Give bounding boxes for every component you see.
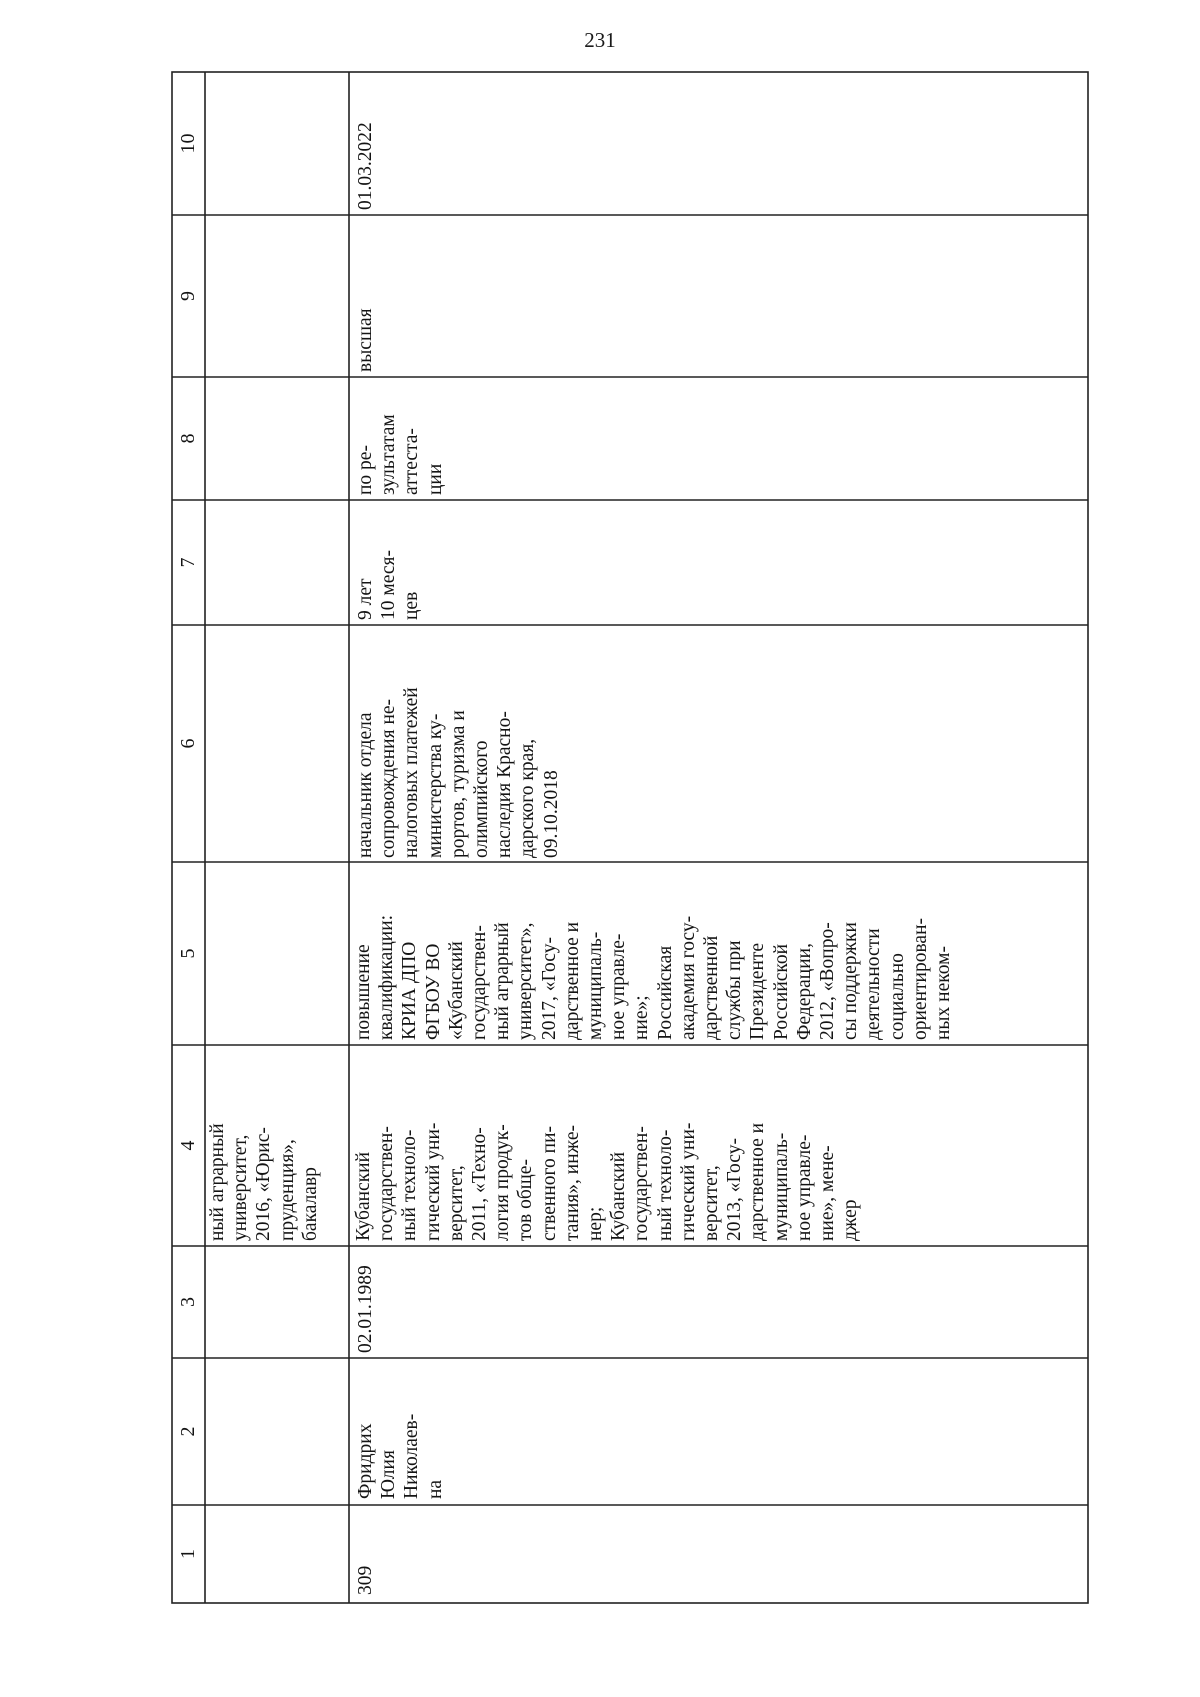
text-line: дарского края, [517, 738, 539, 858]
text-line: 2017, «Госу- [538, 937, 560, 1040]
date-cell [354, 72, 377, 210]
text-line: дарственной [701, 935, 723, 1040]
text-line: 2016, «Юрис- [253, 1127, 275, 1241]
continuation-education-cell [206, 1045, 349, 1241]
text-line: тания», инже- [561, 1125, 583, 1241]
text-line: 09.10.2018 [540, 770, 562, 858]
text-line: зультатам [378, 414, 400, 495]
page-number: 231 [584, 28, 616, 52]
education-cell [352, 1045, 1086, 1241]
text-line: ориентирован- [909, 917, 931, 1040]
text-line: Российской [770, 943, 792, 1040]
text-line: ное управле- [608, 933, 630, 1040]
col-number-2: 2 [177, 1426, 199, 1437]
text-line: тов обще- [515, 1159, 537, 1241]
text-line: бакалавр [299, 1167, 321, 1241]
text-line: Николаев- [401, 1413, 423, 1499]
text-line: дарственное и [747, 1122, 769, 1241]
text-line: цев [401, 591, 423, 620]
text-line: гический уни- [422, 1122, 444, 1241]
text-line: «Кубанский [445, 941, 467, 1040]
text-line: муниципаль- [585, 931, 607, 1040]
text-line: 2011, «Техно- [469, 1127, 491, 1241]
text-line: университет», [515, 922, 537, 1040]
text-line: ственного пи- [538, 1125, 560, 1241]
text-line: нер; [585, 1206, 607, 1241]
text-line: начальник отдела [355, 712, 376, 858]
experience-cell [354, 500, 424, 620]
text-line: ный аграрный [492, 922, 514, 1040]
col-number-4: 4 [177, 1140, 199, 1151]
text-line: повышение [353, 944, 374, 1040]
text-line: налоговых платежей [401, 687, 423, 858]
text-line: государствен- [469, 925, 491, 1040]
text-line: социально [886, 953, 908, 1040]
text-line: дарственное и [561, 921, 583, 1040]
additional-education-cell [352, 862, 1088, 1040]
category: высшая [355, 308, 376, 372]
text-line: ние»; [631, 995, 653, 1040]
text-line: деятельности [863, 928, 885, 1040]
text-line: министерства ку- [424, 713, 446, 858]
record-number-cell [354, 1507, 377, 1595]
text-line: квалификации: [376, 914, 398, 1040]
col-number-8: 8 [177, 433, 199, 444]
text-line: службы при [724, 940, 746, 1040]
record-number: 309 [355, 1565, 376, 1595]
text-line: джер [840, 1199, 862, 1241]
text-line: олимпийского [471, 740, 493, 858]
text-line: КРИА ДПО [399, 941, 421, 1040]
text-line: Фридрих [355, 1423, 376, 1499]
text-line: государствен- [376, 1126, 398, 1241]
col-number-9: 9 [177, 291, 199, 301]
col-number-10: 10 [177, 133, 199, 154]
text-line: ние», мене- [817, 1145, 839, 1241]
text-line: ный техноло- [654, 1129, 676, 1241]
text-line: сопровождения не- [378, 698, 400, 858]
col-number-6: 6 [177, 738, 199, 749]
text-line: университет, [230, 1134, 252, 1241]
birth-date-cell [354, 1247, 377, 1353]
text-line: Кубанский [353, 1151, 374, 1241]
text-line: муниципаль- [770, 1132, 792, 1241]
text-line: по ре- [355, 445, 376, 495]
text-line: верситет, [445, 1165, 467, 1241]
text-line: сы поддержки [840, 922, 862, 1040]
text-line: наследия Красно- [494, 711, 516, 858]
text-line: 9 лет [355, 578, 376, 620]
text-line: 2012, «Вопро- [817, 922, 839, 1040]
col-number-5: 5 [177, 948, 199, 959]
text-line: Российская [654, 945, 676, 1040]
position-cell [354, 625, 563, 858]
text-line: ных неком- [933, 946, 955, 1040]
text-line: аттеста- [401, 428, 423, 495]
text-line: Федерации, [793, 943, 815, 1040]
text-line: Президенте [747, 942, 769, 1040]
text-line: гический уни- [677, 1122, 699, 1241]
birth-date: 02.01.1989 [355, 1265, 376, 1353]
text-line: ции [424, 463, 446, 495]
text-line: пруденция», [276, 1139, 298, 1241]
text-line: академия госу- [677, 915, 699, 1040]
full-name-cell [354, 1359, 447, 1499]
assignment-date: 01.03.2022 [355, 122, 376, 210]
text-line: Юлия [378, 1450, 400, 1499]
col-number-1: 1 [177, 1549, 199, 1559]
text-line: верситет, [701, 1165, 723, 1241]
col-number-7: 7 [177, 557, 199, 568]
text-line: на [424, 1479, 446, 1499]
text-line: рортов, туризма и [447, 710, 469, 858]
text-line: ФГБОУ ВО [422, 943, 444, 1040]
text-line: Кубанский [608, 1151, 630, 1241]
category-cell [354, 215, 377, 372]
col-number-3: 3 [177, 1297, 199, 1307]
text-line: 10 меся- [378, 550, 400, 620]
text-line: ный аграрный [207, 1123, 228, 1241]
text-line: логия продук- [492, 1124, 514, 1241]
rotated-table [172, 72, 1088, 1603]
text-line: ный техноло- [399, 1129, 421, 1241]
text-line: государствен- [631, 1126, 653, 1241]
reason-cell [354, 377, 447, 495]
text-line: 2013, «Госу- [724, 1138, 746, 1241]
text-line: ное управле- [793, 1134, 815, 1241]
